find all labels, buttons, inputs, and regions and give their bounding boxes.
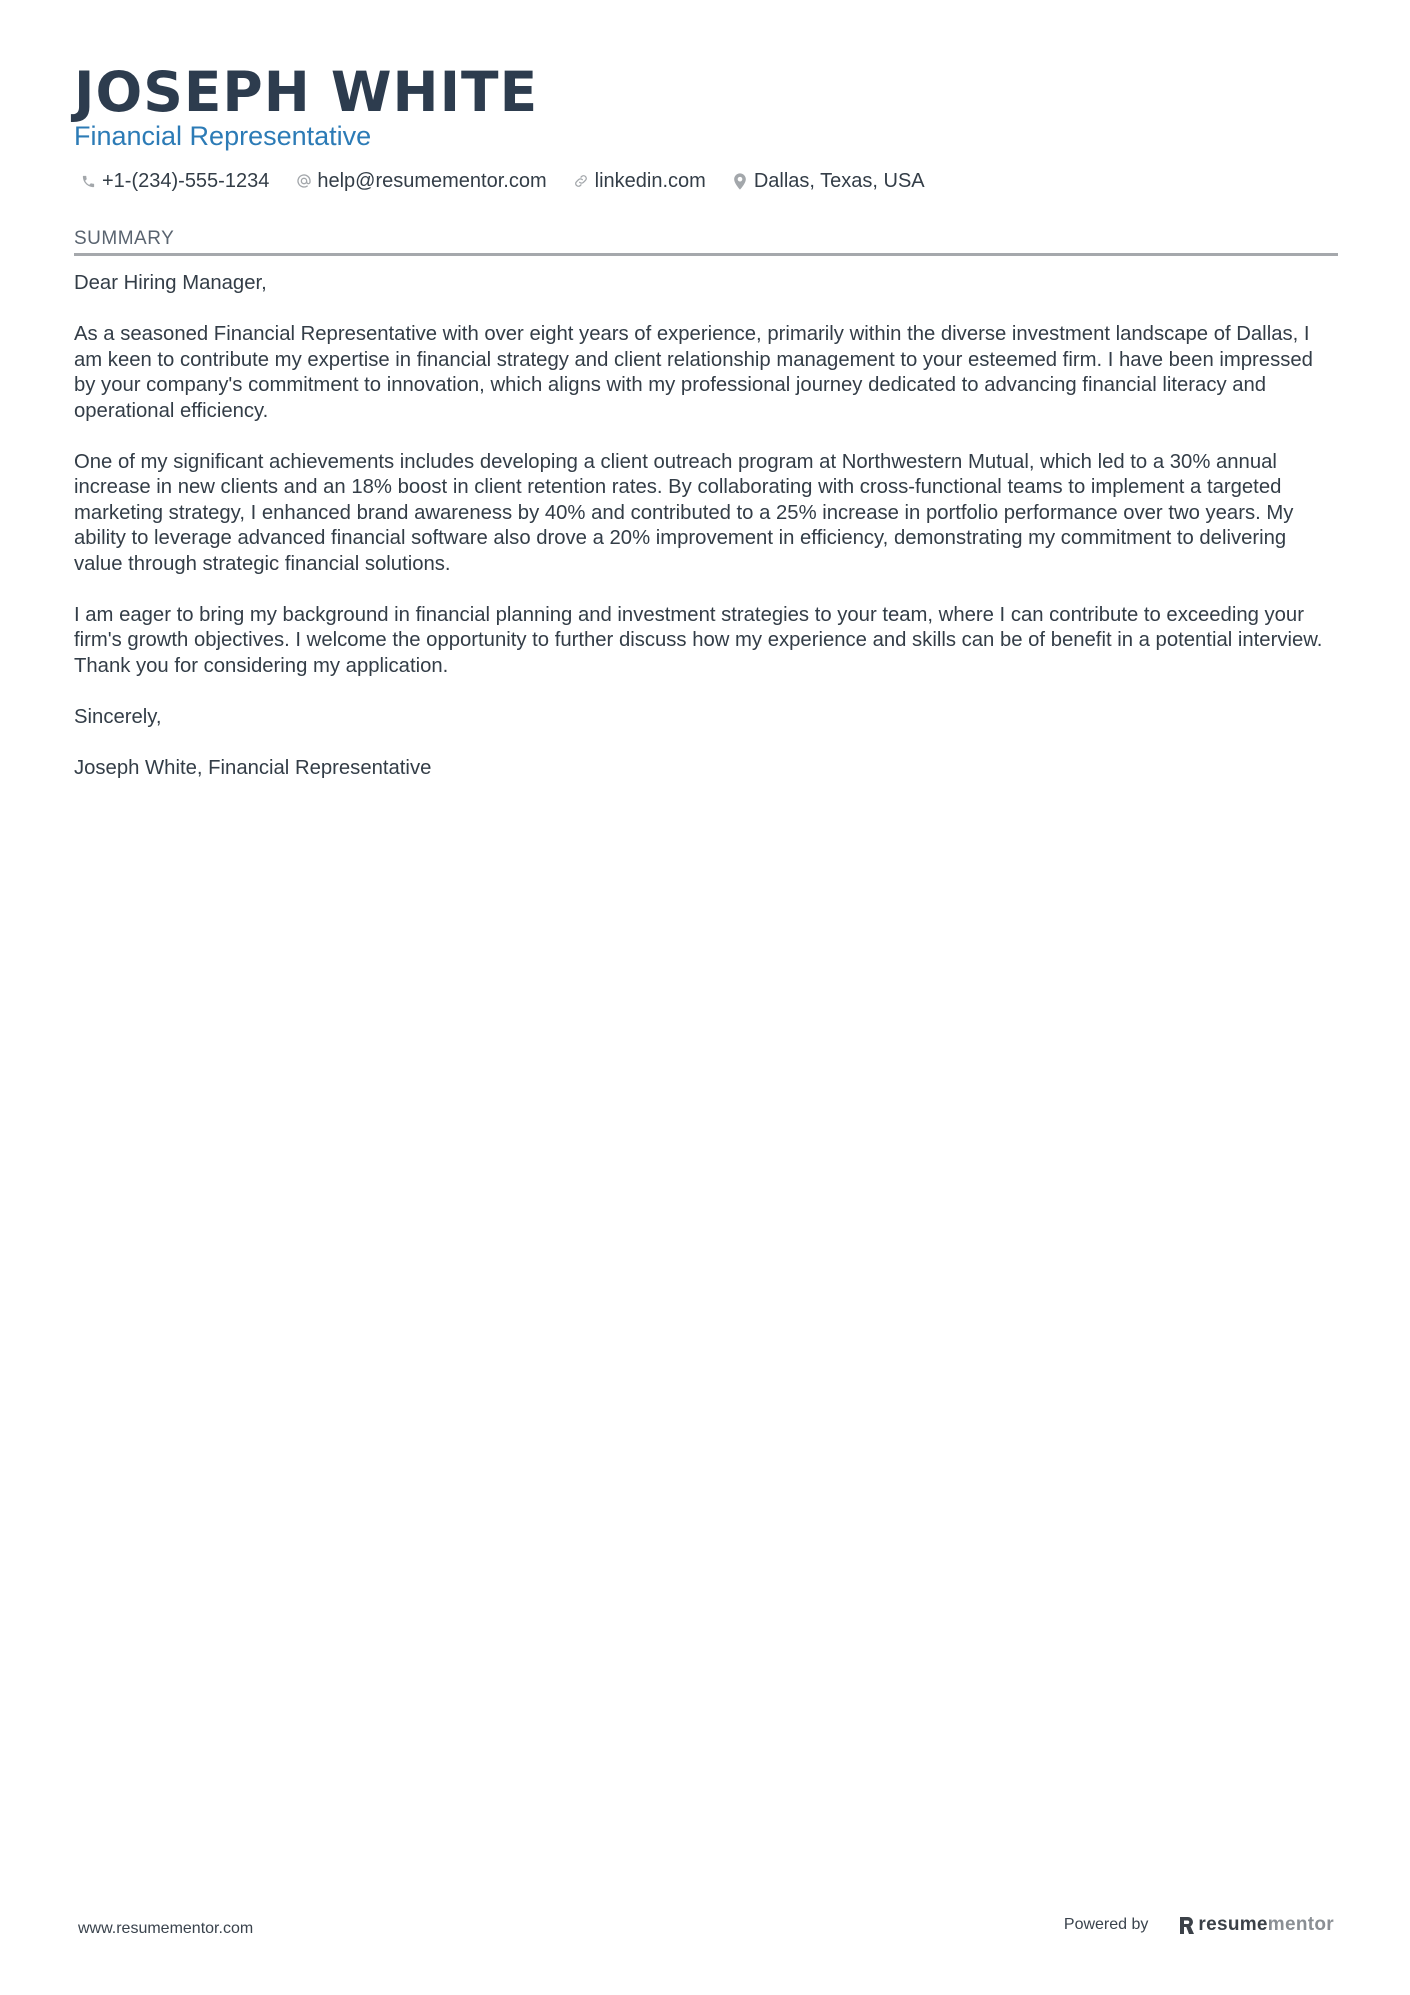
section-divider — [74, 253, 1338, 256]
letter-greeting: Dear Hiring Manager, — [74, 272, 267, 294]
contact-phone — [80, 170, 269, 193]
letter-paragraph: I am eager to bring my background in financial planning and investment strategies to your team, where I can contribute to exceeding your firm's growth objectives. I welcome the opportunity to further discuss how my experience and skills can be of benefit in a potential interview. Thank you for considering my application. — [74, 603, 1323, 677]
contact-location-text: Dallas, Texas, USA — [753, 169, 925, 192]
logo-text-light: mentor — [1267, 1914, 1334, 1935]
at-icon — [295, 173, 312, 190]
contact-website[interactable] — [573, 170, 706, 193]
contact-website-text[interactable]: linkedin.com — [594, 169, 706, 192]
letter-paragraph: As a seasoned Financial Representative with over eight years of experience, primarily within the diverse investment landscape of Dallas, I am keen to contribute my expertise in financial strategy and client relationship management to your esteemed firm. I have been impressed by your company's commitment to innovation, which aligns with my professional journey dedicated to advancing financial literacy and operational efficiency. — [74, 323, 1313, 422]
letter-signature: Joseph White, Financial Representative — [74, 756, 432, 779]
powered-by-label: Powered by — [1063, 1916, 1149, 1933]
logo-wordmark — [1198, 1914, 1334, 1936]
letter-paragraph: One of my significant achievements includes developing a client outreach program at Northwestern Mutual, which led to a 30% annual increase in new clients and an 18% boost in client retention rates. By collaborating with cross-functional teams to implement a targeted marketing strategy, I enhanced brand awareness by 40% and contributed to a 25% increase in portfolio performance over two years. My ability to leverage advanced financial software also drove a 20% improvement in efficiency, demonstrating my commitment to delivering value through strategic financial solutions. — [74, 450, 1294, 575]
resumementor-logo-icon — [1178, 1917, 1195, 1934]
section-title-summary: SUMMARY — [74, 228, 175, 249]
link-icon — [573, 173, 590, 190]
logo-text-bold: resume — [1198, 1914, 1268, 1935]
footer-website-link[interactable]: www.resumementor.com — [78, 1920, 254, 1937]
letter-body — [74, 271, 1338, 807]
resumementor-logo[interactable] — [1178, 1914, 1334, 1936]
contact-bar — [80, 166, 925, 196]
contact-email[interactable] — [295, 170, 546, 193]
contact-email-text[interactable]: help@resumementor.com — [317, 169, 547, 192]
location-pin-icon — [732, 173, 749, 190]
candidate-name: JOSEPH WHITE — [74, 60, 539, 124]
phone-icon — [80, 173, 97, 190]
candidate-role: Financial Representative — [74, 121, 372, 151]
contact-phone-text: +1-(234)-555-1234 — [102, 169, 270, 192]
contact-location — [732, 170, 925, 193]
letter-closing: Sincerely, — [74, 705, 162, 728]
footer-branding — [1064, 1914, 1334, 1936]
